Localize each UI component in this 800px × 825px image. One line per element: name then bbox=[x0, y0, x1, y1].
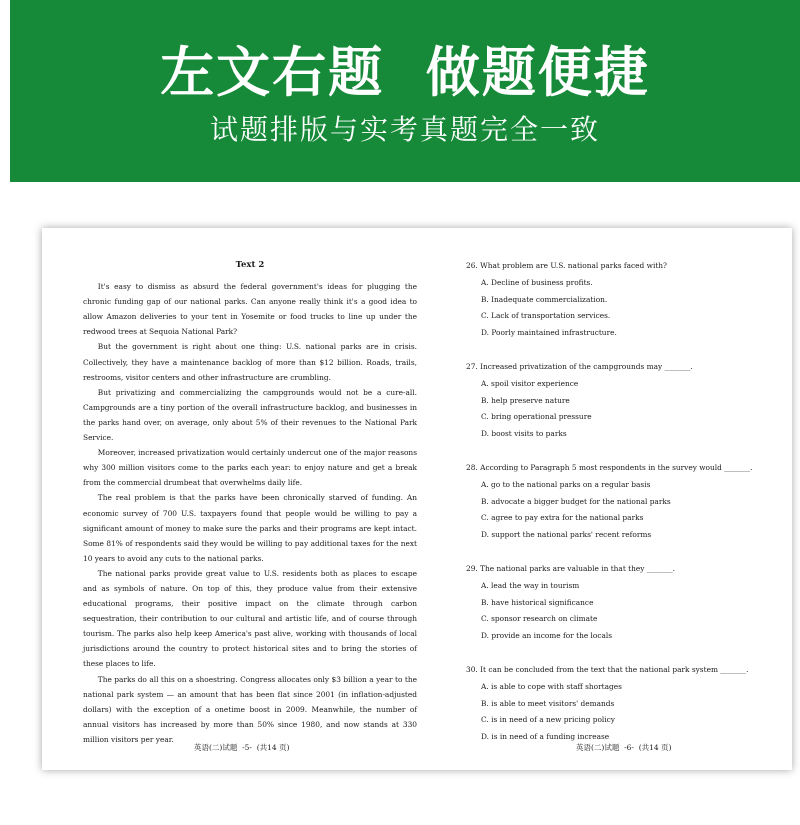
option-b: B. Inadequate commercialization. bbox=[481, 294, 608, 304]
option-d: D. provide an income for the locals bbox=[481, 631, 613, 641]
option-a: A. lead the way in tourism bbox=[481, 580, 580, 590]
option-c: C. Lack of transportation services. bbox=[481, 311, 611, 321]
question-stem: 27. Increased privatization of the campgrounds may _______. bbox=[466, 361, 693, 371]
passage-paragraph-1: It's easy to dismiss as absurd the federal government's ideas for plugging the chronic funding gap of our national parks. Can anyone really think it's a good idea to allow Amazon deliveries to your tent in Yosemite or food trucks to line up under the redwood trees at Sequoia National Park? bbox=[83, 282, 417, 337]
option-d: D. support the national parks' recent reforms bbox=[481, 530, 652, 540]
passage-paragraph-2: But the government is right about one thing: U.S. national parks are in crisis. Collectively, they have a maintenance backlog of more than $12 billion. Roads, trails, restrooms, visitor centers and other infrastructure are crumbling. bbox=[83, 342, 417, 382]
option-a: A. go to the national parks on a regular basis bbox=[481, 479, 651, 489]
option-c: C. bring operational pressure bbox=[481, 412, 592, 422]
exam-paper-spread bbox=[42, 228, 792, 770]
passage-paragraph-6: The national parks provide great value to U.S. residents both as places to escape and as symbols of nature. On top of this, they produce value from their extensive educational programs, their positive impact on the climate through carbon sequestration, their contribution to our cultural and artistic life, and of course through tourism. The parks also help keep America's past alive, working with thousands of local jurisdictions around the country to protect historical sites and to bring the stories of these places to life. bbox=[83, 568, 417, 669]
promo-banner bbox=[10, 0, 800, 182]
passage-paragraph-7: The parks do all this on a shoestring. Congress allocates only $3 billion a year to the national park system — an amount that has been flat since 2001 (in inflation-adjusted dollars) with the exception of a onetime boost in 2009. Meanwhile, the number of annual visitors has increased by more than 50% since 1980, and now stands at 330 million visitors per year. bbox=[83, 674, 417, 744]
passage-paragraph-3: But privatizing and commercializing the campgrounds would not be a cure-all. Campgrounds are a tiny portion of the overall infrastructure backlog, and businesses in the parks hand over, on average, only about 5% of their revenues to the National Park Service. bbox=[83, 387, 417, 443]
passage-paragraph-5: The real problem is that the parks have been chronically starved of funding. An economic survey of 700 U.S. taxpayers found that people would be willing to pay a significant amount of money to make sure the parks and their programs are kept intact. Some 81% of respondents said they would be willing to pay additional taxes for the next 10 years to avoid any cuts to the national parks. bbox=[83, 493, 417, 563]
option-d: D. boost visits to parks bbox=[481, 429, 567, 439]
question-28 bbox=[466, 460, 766, 544]
question-29 bbox=[466, 561, 766, 645]
option-a: A. is able to cope with staff shortages bbox=[481, 681, 622, 691]
question-26 bbox=[466, 258, 766, 342]
option-b: B. have historical significance bbox=[481, 597, 594, 607]
page-footer-right: 英语(二)试题 -6- (共14 页) bbox=[576, 743, 672, 752]
option-a: A. spoil visitor experience bbox=[481, 378, 579, 388]
question-stem: 28. According to Paragraph 5 most respondents in the survey would _______. bbox=[466, 462, 753, 472]
option-b: B. help preserve nature bbox=[481, 395, 570, 405]
option-c: C. is in need of a new pricing policy bbox=[481, 715, 615, 725]
passage-paragraph-4: Moreover, increased privatization would certainly undercut one of the major reasons why 300 million visitors come to the parks each year: to enjoy nature and get a break from the commercial drumbeat that overwhelms daily life. bbox=[83, 448, 417, 488]
question-stem: 26. What problem are U.S. national parks faced with? bbox=[466, 261, 668, 270]
option-d: D. is in need of a funding increase bbox=[481, 732, 610, 742]
option-d: D. Poorly maintained infrastructure. bbox=[481, 328, 617, 338]
page-footer-left: 英语(二)试题 -5- (共14 页) bbox=[194, 743, 290, 752]
option-c: C. agree to pay extra for the national parks bbox=[481, 513, 644, 523]
reading-passage bbox=[83, 258, 417, 747]
question-list bbox=[466, 258, 766, 763]
banner-title: 左文右题 做题便捷 bbox=[160, 41, 650, 104]
question-30 bbox=[466, 662, 766, 746]
option-b: B. advocate a bigger budget for the national parks bbox=[481, 496, 671, 506]
question-stem: 29. The national parks are valuable in that they _______. bbox=[466, 563, 675, 573]
question-27 bbox=[466, 359, 766, 443]
option-c: C. sponsor research on climate bbox=[481, 614, 598, 624]
question-stem: 30. It can be concluded from the text that the national park system _______. bbox=[466, 664, 749, 674]
option-a: A. Decline of business profits. bbox=[481, 277, 593, 287]
banner-subtitle: 试题排版与实考真题完全一致 bbox=[209, 113, 600, 146]
option-b: B. is able to meet visitors' demands bbox=[481, 698, 615, 708]
passage-title: Text 2 bbox=[235, 260, 265, 270]
